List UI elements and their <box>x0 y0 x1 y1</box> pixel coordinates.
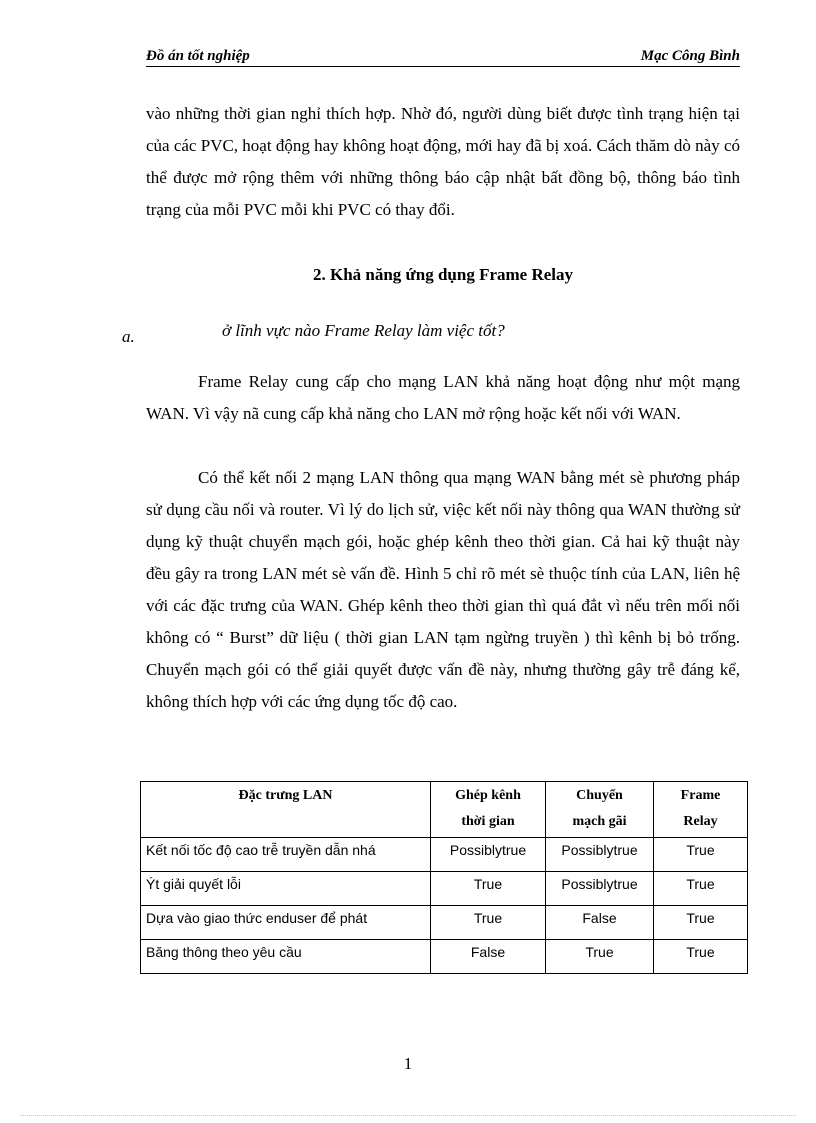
table-cell-value: Possiblytrue <box>546 838 654 872</box>
header-line: Frame <box>680 788 721 803</box>
body-paragraph-pvc-status: vào những thời gian nghỉ thích hợp. Nhờ đó, người dùng biết được tình trạng hiện tại của các PVC, hoạt động hay không hoạt động, mới hay đã bị xoá. Cách thăm dò này có thể được mở rộng thêm với những thông báo cập nhật bất đồng bộ, thông báo tình trạng của mỗi PVC mỗi khi PVC có thay đổi. <box>146 104 740 219</box>
body-paragraph-lan-wan-connection: Có thể kết nối 2 mạng LAN thông qua mạng WAN bằng mét sè phương pháp sử dụng cầu nối và router. Vì lý do lịch sử, việc kết nối này thông qua WAN thường sử dụng kỹ thuật chuyển mạch gói, hoặc ghép kênh theo thời gian. Cả hai kỹ thuật này đều gây ra trong LAN mét sè vấn đề. Hình 5 chỉ rõ mét sè thuộc tính của LAN, liên hệ với các đặc trưng của WAN. Ghép kênh theo thời gian thì quá đắt vì nếu trên mối nối không có “ Burst” dữ liệu ( thời gian LAN tạm ngừng truyền ) thì kênh bị bỏ trống. Chuyển mạch gói có thể giải quyết được vấn đề này, nhưng thường gây trễ đáng kể, không thích hợp với các ứng dụng tốc độ cao. <box>146 468 740 711</box>
table-row <box>141 872 748 906</box>
body-paragraph-frame-relay-lan: Frame Relay cung cấp cho mạng LAN khả năng hoạt động như một mạng WAN. Vì vậy nã cung cấp khả năng cho LAN mở rộng hoặc kết nối với WAN. <box>146 372 740 423</box>
header-document-title: Đồ án tốt nghiệp <box>146 48 250 64</box>
table-cell-feature: Dựa vào giao thức enduser để phát <box>141 906 431 940</box>
table-cell-value: Possiblytrue <box>546 872 654 906</box>
table-header-time-multiplexing <box>431 782 546 838</box>
header-line: thời gian <box>461 814 515 829</box>
page-bottom-divider <box>20 1115 796 1116</box>
comparison-table <box>140 781 748 974</box>
table-cell-value: True <box>431 906 546 940</box>
table-cell-value: True <box>654 872 748 906</box>
table-row <box>141 940 748 974</box>
header-author-name: Mạc Công Bình <box>640 48 740 64</box>
table-cell-feature: Ýt giải quyết lỗi <box>141 872 431 906</box>
header-line: Chuyển <box>576 788 623 803</box>
table-row <box>141 838 748 872</box>
table-header-frame-relay <box>654 782 748 838</box>
table-header-packet-switching <box>546 782 654 838</box>
table-cell-value: False <box>431 940 546 974</box>
header-line: mạch gãi <box>572 814 627 829</box>
page-number: 1 <box>403 1054 413 1073</box>
table-cell-value: Possiblytrue <box>431 838 546 872</box>
table-cell-value: False <box>546 906 654 940</box>
header-line: Relay <box>683 814 718 829</box>
page-header <box>146 48 740 67</box>
table-cell-value: True <box>654 838 748 872</box>
table-cell-value: True <box>546 940 654 974</box>
section-heading: 2. Khả năng ứng dụng Frame Relay <box>312 265 574 284</box>
table-cell-feature: Kết nối tốc độ cao trễ truyền dẫn nhá <box>141 838 431 872</box>
table-cell-value: True <box>654 906 748 940</box>
header-line: Đặc trưng LAN <box>238 788 333 803</box>
subsection-title: ở lĩnh vực nào Frame Relay làm việc tốt? <box>222 321 505 340</box>
table-cell-value: True <box>654 940 748 974</box>
table-row <box>141 906 748 940</box>
table-cell-feature: Băng thông theo yêu cầu <box>141 940 431 974</box>
table-cell-value: True <box>431 872 546 906</box>
header-line: Ghép kênh <box>455 788 521 803</box>
subsection-letter: a. <box>122 327 135 346</box>
table-header-lan-feature <box>141 782 431 838</box>
table-header-row <box>141 782 748 838</box>
